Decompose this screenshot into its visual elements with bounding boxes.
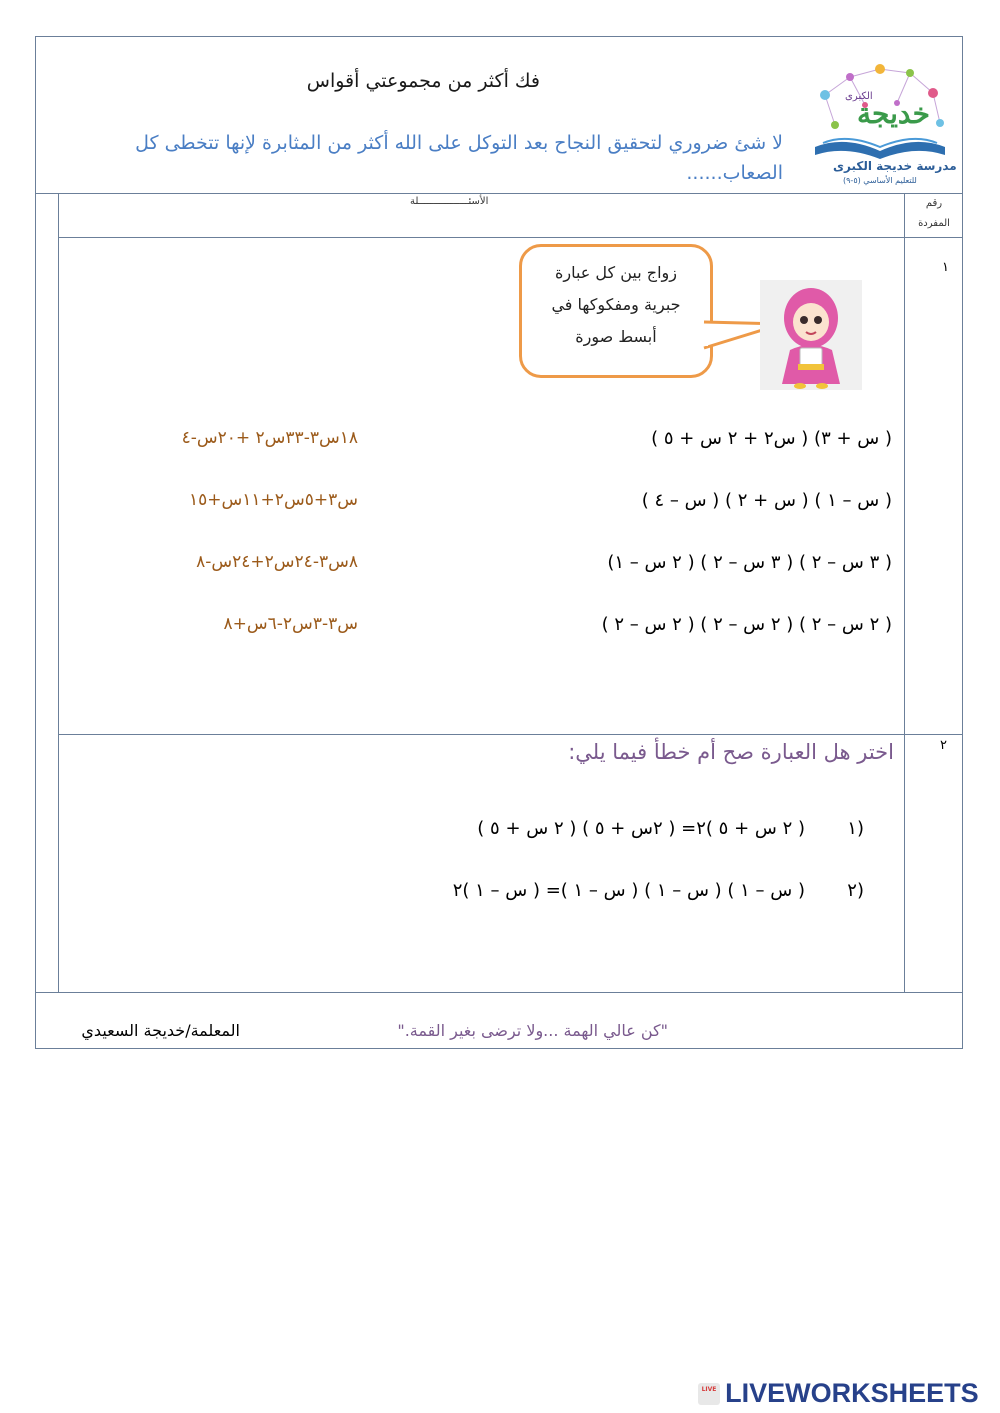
expansion-item[interactable]: ١٨س٣-٣٣س٢ +٢٠س-٤ [181,428,358,448]
liveworksheets-watermark [698,1378,979,1408]
teacher-name: المعلمة/خديجة السعيدي [81,1021,240,1040]
expression-item[interactable]: ( ٣ س – ٢ ) ( ٣ س – ٢ ) ( ٢ س – ١) [607,552,892,573]
expansion-item[interactable]: س٣-٣س٢-٦س+٨ [223,614,358,634]
question-2-item-2[interactable]: ( س – ١ ) ( س – ١ ) ( س – ١ )= ( س – ١ )٢ [452,880,805,901]
questions-column-header: الأسئـــــــــــــــــلة [410,196,489,207]
question-2-instruction: اختر هل العبارة صح أم خطأ فيما يلي: [568,740,894,764]
footer-quote: "كن عالي الهمة ...ولا ترضى بغير القمة." [397,1021,668,1040]
question-1-instruction: زواج بين كل عبارة جبرية ومفكوكها في أبسط صورة [551,263,681,346]
question-2-item-2-number: ٢) [847,880,864,901]
expansion-item[interactable]: ٨س٣-٢٤س٢+٢٤س-٨ [196,552,358,572]
question-2-item-1[interactable]: ( ٢ س + ٥ )٢= ( ٢س + ٥ ) ( ٢ س + ٥ ) [477,818,805,839]
question-2-number: ٢ [940,738,947,753]
expression-item[interactable]: ( ٢ س – ٢ ) ( ٢ س – ٢ ) ( ٢ س – ٢ ) [601,614,892,635]
logo-main-text: خديجة [857,97,930,130]
liveworksheets-brand: LIVEWORKSHEETS [725,1378,979,1408]
motto-text: لا شئ ضروري لتحقيق النجاح بعد التوكل على الله أكثر من المثابرة لإنها تتخطى كل الصعاب...... [135,132,783,184]
logo-top-text: الكبرى [845,91,873,102]
instruction-speech-bubble [519,244,713,378]
item-number-column-header: رقم المفردة [918,198,950,229]
expression-item[interactable]: ( س – ١ ) ( س + ٢ ) ( س – ٤ ) [641,490,892,511]
expansion-item[interactable]: س٣+٥س٢+١١س+١٥ [189,490,358,510]
liveworksheets-badge-icon [698,1383,720,1405]
expression-item[interactable]: ( س + ٣) ( س٢ + ٢ س + ٥ ) [651,428,892,449]
school-logo [805,55,955,195]
badge-text: LIVE [701,1385,717,1393]
logo-school-name: مدرسة خديجة الكبرى [833,159,957,173]
logo-subtitle: للتعليم الأساسي (٥-٩) [843,176,917,185]
question-1-number: ١ [942,260,949,275]
girl-character-icon [760,280,862,390]
question-2-item-1-number: ١) [847,818,864,839]
worksheet-title: فك أكثر من مجموعتي أقواس [306,70,540,92]
